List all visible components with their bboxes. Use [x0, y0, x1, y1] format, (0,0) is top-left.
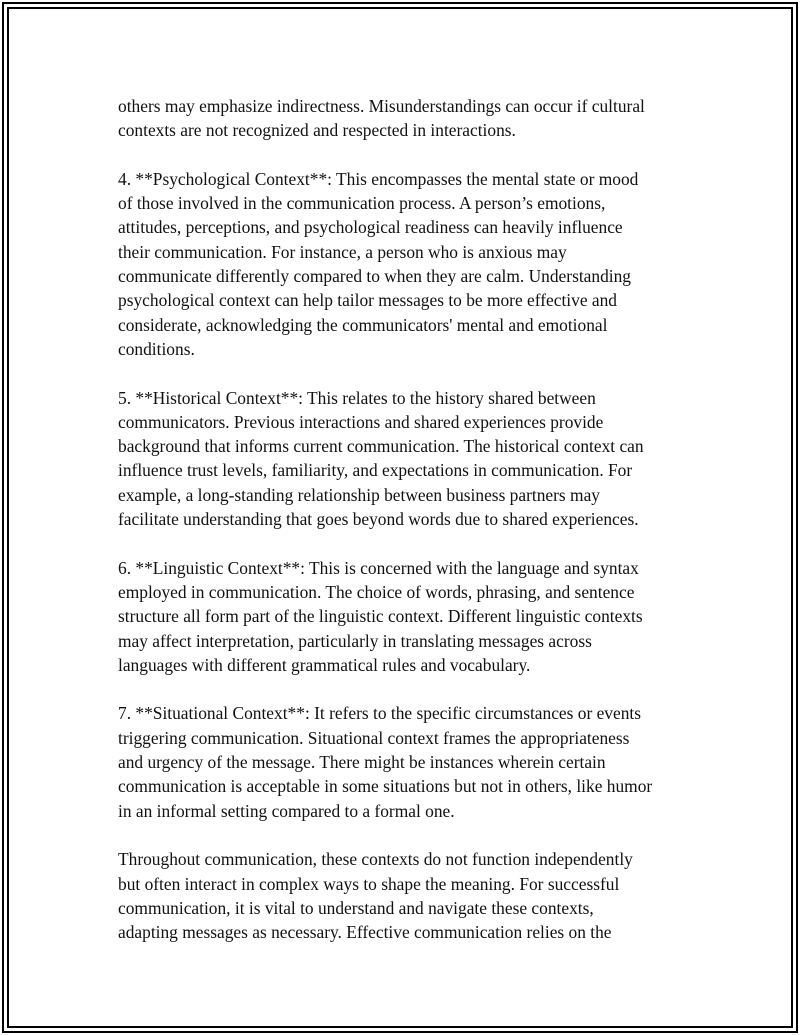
paragraph-linguistic-context: 6. **Linguistic Context**: This is concerned with the language and syntax employed in communication. The choice of words, phrasing, and sentence structure all form part of the linguistic context. Different linguistic contexts may affect interpretation, particularly in translating messages across languages with different grammatical rules and vocabulary.: [118, 557, 643, 675]
paragraph-conclusion: Throughout communication, these contexts do not function independently but often interact in complex ways to shape the meaning. For successful communication, it is vital to understand and navigate these contexts, adapting messages as necessary. Effective communication relies on the: [118, 849, 633, 943]
paragraph-situational-context: 7. **Situational Context**: It refers to the specific circumstances or events triggering communication. Situational context frames the appropriateness and urgency of the message. There might be instances wherein certain communication is acceptable in some situations but not in others, like humor in an informal setting compared to a formal one.: [118, 703, 653, 821]
paragraph-historical-context: 5. **Historical Context**: This relates to the history shared between communicators. Previous interactions and shared experiences provide background that informs current communication. The historical context can influence trust levels, familiarity, and expectations in communication. For example, a long-standing relationship between business partners may facilitate understanding that goes beyond words due to shared experiences.: [118, 387, 644, 530]
paragraph-cultural-context-continued: others may emphasize indirectness. Misunderstandings can occur if cultural contexts are not recognized and respected in interactions.: [118, 96, 645, 141]
paragraph-psychological-context: 4. **Psychological Context**: This encompasses the mental state or mood of those involved in the communication process. A person’s emotions, attitudes, perceptions, and psychological readiness can heavily influence their communication. For instance, a person who is anxious may communicate differently compared to when they are calm. Understanding psychological context can help tailor messages to be more effective and considerate, acknowledging the communicators' mental and emotional conditions.: [118, 168, 639, 359]
document-body: [118, 94, 690, 969]
